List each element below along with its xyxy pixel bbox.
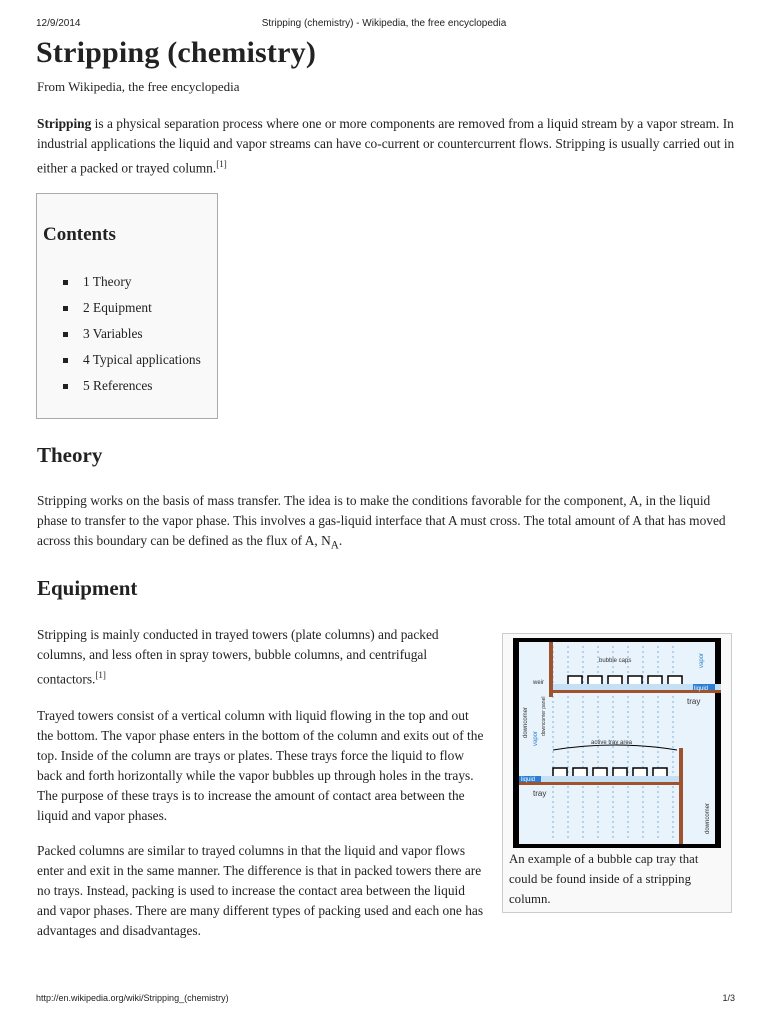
toc-item-applications[interactable]: 4 Typical applications [63,352,201,378]
label-bubble-caps: bubble caps [599,658,632,664]
table-of-contents [36,193,218,419]
theory-paragraph [37,491,727,556]
reference-link[interactable]: [1] [216,159,227,169]
toc-item-equipment[interactable]: 2 Equipment [63,300,201,326]
label-liquid-lower: liquid [521,777,536,783]
toc-item-theory[interactable]: 1 Theory [63,274,201,300]
page-subtitle: From Wikipedia, the free encyclopedia [37,79,240,94]
label-downcomer-left: downcomer [523,706,529,738]
theory-subscript: A [330,539,339,552]
bubble-cap-tray-diagram [513,638,721,848]
equipment-paragraph-2: Trayed towers consist of a vertical column with liquid flowing in the top and out the bottom. The vapor phase enters in the bottom of the column and exits out of the top. Inside of the column are trays or plates. These trays force the liquid to flow back and forth horizontally while the vapor bubbles up through holes in the trays. The purpose of these trays is to increase the amount of contact area between the liquid and vapor phases. [37,708,484,823]
label-tray-lower: tray [533,789,547,798]
toc-list [63,274,201,404]
label-tray-upper: tray [687,697,701,706]
theory-heading: Theory [37,443,103,467]
label-vapor-right: vapor [699,652,705,668]
label-liquid-upper: liquid [694,686,709,692]
toc-item-variables[interactable]: 3 Variables [63,326,201,352]
print-date: 12/9/2014 [36,18,81,29]
equipment-heading: Equipment [37,576,138,600]
intro-text: is a physical separation process where one or more components are removed from a liquid stream by a vapor stream. In industrial applications the liquid and vapor streams can have co-current or countercurrent flows. Stripping is usually carried out in either a packed or trayed column. [37,116,735,176]
print-url: http://en.wikipedia.org/wiki/Stripping_(chemistry) [36,993,229,1003]
intro-bold-term: Stripping [37,116,92,131]
label-vapor-left: vapor [533,730,539,746]
intro-paragraph [37,114,737,178]
print-title: Stripping (chemistry) - Wikipedia, the free encyclopedia [261,18,507,29]
reference-link[interactable]: [1] [95,670,106,680]
figure-caption: An example of a bubble cap tray that could be found inside of a stripping column. [509,852,699,906]
toc-item-references[interactable]: 5 References [63,378,201,404]
label-active-tray-area: active tray area [591,740,633,746]
figure-bubble-cap-tray [502,633,732,913]
page-title: Stripping (chemistry) [36,36,317,69]
page-number: 1/3 [722,993,735,1003]
theory-end: . [338,533,343,548]
label-downcomer-right: downcomer [705,802,711,834]
equipment-p1-text: Stripping is mainly conducted in trayed towers (plate columns) and packed columns, and less often in spray towers, bubble columns, and centrifugal contactors. [37,627,439,687]
equipment-paragraph-3: Packed columns are similar to trayed columns in that the liquid and vapor flows enter and exit in the same manner. The difference is that in packed towers there are no trays. Instead, packing is used to increase the contact area between the liquid and vapor phases. There are many different types of packing used and each one has advantages and disadvantages. [37,843,484,938]
toc-heading: Contents [43,224,116,245]
label-weir: weir [533,680,545,686]
theory-text: Stripping works on the basis of mass transfer. The idea is to make the conditions favorable for the component, A, in the liquid phase to transfer to the vapor phase. This involves a gas-liquid interface that A must cross. The total amount of A that has moved across this boundary can be defined as the flux of A, N [37,493,726,548]
label-downcomer-panel: downcomer panel [541,696,547,736]
equipment-paragraph-1 [37,625,485,689]
